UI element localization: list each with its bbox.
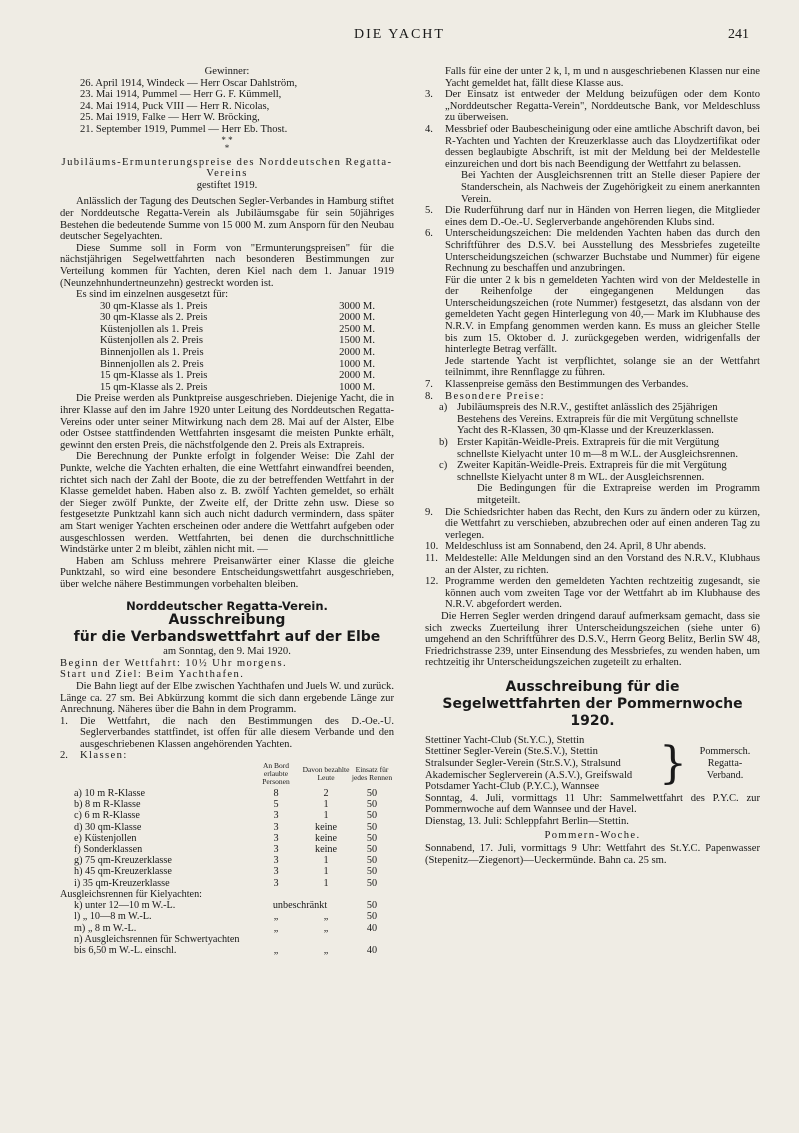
- rule-number: 12.: [425, 576, 439, 588]
- prize-name: Binnenjollen als 2. Preis: [100, 358, 204, 370]
- prize-row: [60, 312, 394, 324]
- rule-text: Die Ruderführung darf nur in Händen von Herren liegen, die Mitglieder eines dem D.-Oe.-U. Seglerverbande angehörenden Klubs sind.: [445, 205, 760, 228]
- class-name: a) 10 m R-Klasse: [74, 788, 146, 800]
- course-description: Die Bahn liegt auf der Elbe zwischen Yachthafen und Juels W. und zurück. Länge ca. 27 sm. Bei Abkürzung kommt die sich dann ergebende Länge zur Anrechnung. Näheres über die Bahn in dem Programm.: [60, 680, 394, 716]
- closing-paragraph: Die Herren Segler werden dringend darauf aufmerksam gemacht, dass sie sich zwecks Zuerteilung ihrer Unterscheidungszeichen (siehe unter 6) umgehend an den Schriftführer des D.S.V., Herrn Georg Belitz, Berlin SW 48, Friedrichstrasse 239, unter Einsendung des Messbriefes, zu wenden haben, um rechtzeitig ihr Unterscheidungszeichen zugeteilt zu erhalten.: [425, 610, 760, 669]
- cell-paid: keine: [314, 832, 338, 844]
- cell-paid: 1: [323, 810, 329, 822]
- cell-persons: „: [273, 922, 279, 934]
- handicap-title: Ausgleichsrennen für Kielyachten:: [60, 888, 203, 900]
- class-name: i) 35 qm-Kreuzerklasse: [74, 877, 170, 889]
- cell-persons: 3: [273, 810, 279, 822]
- pommern-week-title: Pommern-Woche.: [544, 829, 641, 841]
- brace-glyph: }: [659, 737, 687, 789]
- rule-text: Meldeschluss ist am Sonnabend, den 24. April, 8 Uhr abends.: [445, 541, 706, 553]
- jubilee-paragraph: Haben am Schluss mehrere Preisanwärter einer Klasse die gleiche Punktzahl, so wird eine besondere Entscheidungswettfahrt ausgeschrieben, über welche nähere Bestimmungen vorbehalten bleiben.: [60, 555, 394, 590]
- race-start-finish: Start und Ziel: Beim Yachthafen.: [60, 669, 245, 681]
- rule-item: [425, 541, 760, 553]
- prize-row: [60, 347, 394, 359]
- table-row: [60, 788, 394, 799]
- class-name: g) 75 qm-Kreuzerklasse: [74, 855, 172, 867]
- rule-text: Besondere Preise:: [445, 390, 545, 402]
- prize-row: [60, 370, 394, 382]
- table-row: [60, 855, 394, 866]
- class-name: f) Sonderklassen: [74, 844, 143, 856]
- left-column: [60, 66, 394, 956]
- winner-line: 25. Mai 1919, Falke — Herr W. Bröcking,: [80, 112, 260, 124]
- rule-text: Die Wettfahrt, die nach den Bestimmungen des D.-Oe.-U. Seglerverbandes stattfindet, ist offen für alle diesem Verbande und den ausgeschriebenen Klassen angehörenden Yachten.: [80, 715, 394, 750]
- cell-fee: 50: [366, 877, 378, 889]
- schedule-entry: Sonnabend, 17. Juli, vormittags 9 Uhr: Wettfahrt des St.Y.C. Papenwasser (Stepenitz—Ziegenort)—Ueckermünde. Bahn ca. 25 sm.: [425, 843, 760, 866]
- cell-persons: 3: [273, 855, 279, 867]
- cell-persons: 3: [273, 866, 279, 878]
- rule-number: 8.: [425, 390, 433, 402]
- rule-text: Jede startende Yacht ist verpflichtet, solange sie an der Wettfahrt teilnimmt, ihre Rennflagge zu führen.: [445, 355, 760, 379]
- prize-note: Die Bedingungen für die Extrapreise werden im Programm mitgeteilt.: [477, 483, 760, 506]
- pommern-subheading: Segelwettfahrten der Pommernwoche 1920.: [442, 695, 743, 729]
- rule-item: [425, 553, 760, 576]
- club-heading: Norddeutscher Regatta-Verein.: [126, 598, 328, 613]
- table-row: [60, 934, 394, 956]
- table-row: [60, 923, 394, 934]
- class-name: d) 30 qm-Klasse: [74, 821, 142, 833]
- table-row: [60, 878, 394, 889]
- prize-name: 15 qm-Klasse als 2. Preis: [100, 381, 208, 393]
- rule-number: 6.: [425, 228, 433, 240]
- rule-item: [425, 228, 760, 379]
- rule-item: 2. Klassen:: [60, 750, 394, 762]
- table-row: [60, 900, 394, 911]
- cell-persons: 5: [273, 799, 279, 811]
- cell-fee: 50: [366, 866, 378, 878]
- association-label: Pommersch. Regatta-Verband.: [699, 746, 751, 781]
- jubilee-subtitle: gestiftet 1919.: [196, 179, 258, 191]
- prize-value: 1000 M.: [339, 358, 375, 370]
- club-item: Stettiner Yacht-Club (St.Y.C.), Stettin: [425, 734, 585, 746]
- announcement-heading: Ausschreibung: [168, 612, 286, 629]
- cell-fee: 50: [366, 844, 378, 856]
- cell-fee: 50: [366, 855, 378, 867]
- jubilee-paragraph: Die Berechnung der Punkte erfolgt in folgender Weise: Die Zahl der Punkte, welche die Yachten erhalten, die eine Wettfahrt einwandfrei beenden, richtet sich nach der Zahl der Boote, die zu der betreffenden Wettfahrt in der Klasse gemeldet haben. Haben also z. B. zwölf Yachten gemeldet, so erhält der Sieger zwölf Punkte, der Zweite elf, der Dritte zehn usw. Diese so festgesetzte Punktzahl kann sich auch nicht dadurch vermindern, dass später am Start weniger Yachten erscheinen oder andere die Wettfahrt aufgeben oder ausgeschlossen werden. Wettfahrten, bei denen die durchschnittliche Windstärke unter 2 m bleibt, zählen nicht mit. —: [60, 451, 394, 556]
- prize-name: 15 qm-Klasse als 1. Preis: [100, 370, 208, 382]
- prize-row: [60, 359, 394, 371]
- cell-fee: 40: [366, 922, 378, 934]
- prize-letter: c): [439, 460, 448, 472]
- prize-text: Jubiläumspreis des N.R.V., gestiftet anlässlich des 25jährigen Bestehens des Vereins. Extrapreis für die mit Vergütung schnellste Yacht des R-Klassen, 30 qm-Klasse und der Kreuzerklassen.: [457, 402, 738, 437]
- table-header: An Bord erlaubte Personen: [262, 761, 290, 787]
- prize-letter: b): [439, 437, 448, 448]
- right-column: [425, 66, 760, 866]
- cell-paid: 2: [323, 788, 329, 800]
- rule-text: Für die unter 2 k bis n gemeldeten Yachten wird von der Meldestelle in der Reihenfolge der eingegangenen Meldungen das Unterscheidungszeichen (rote Nummer) festgesetzt, das alsdann von der gemeldeten Yacht gegen Hinterlegung von 40,— Mark im Klubhause des N.R.V. in Empfang genommen werden kann. Es muss an gleicher Stelle bis zum 15. Oktober d. J. zurückgegeben werden, widrigenfalls der hinterlegte Betrag verfällt.: [445, 274, 760, 356]
- cell-paid: keine: [314, 821, 338, 833]
- rule-text: Programme werden den gemeldeten Yachten rechtzeitig zugesandt, sie können auch vom zweiten Tage vor der Wettfahrt ab im Klubhause des N.R.V. abgefordert werden.: [445, 576, 760, 611]
- table-row: [60, 866, 394, 877]
- table-row: [60, 833, 394, 844]
- rule-text: Klassen:: [80, 750, 128, 762]
- cell-fee: 50: [366, 911, 378, 923]
- prize-text: Zweiter Kapitän-Weidle-Preis. Extrapreis für die mit Vergütung schnellste Kielyacht unter 8 m WL. der Ausgleichsrennen.: [457, 460, 727, 483]
- winner-line: 24. Mai 1914, Puck VIII — Herr R. Nicolas,: [80, 100, 270, 112]
- table-header: Einsatz für jedes Rennen: [351, 765, 393, 783]
- prize-value: 1000 M.: [339, 381, 375, 393]
- schedule-entry: Dienstag, 13. Juli: Schleppfahrt Berlin—Stettin.: [425, 816, 629, 828]
- prize-value: 1500 M.: [339, 335, 375, 347]
- rule-text: Unterscheidungszeichen: Die meldenden Yachten haben das durch den Schriftführer des D.S.V. bei Ausstellung des Messbriefes zugeteilte Unterscheidungszeichen (schwarzer Buchstabe und Nummer) für eigene Rechnung zu beschaffen und anzubringen.: [445, 228, 760, 275]
- class-name: e) Küstenjollen: [74, 832, 137, 844]
- rule-item: 1. Die Wettfahrt, die nach den Bestimmungen des D.-Oe.-U. Seglerverbandes stattfindet, ist offen für alle diesem Verbande und den ausgeschriebenen Klassen angehörenden Yachten.: [60, 715, 394, 750]
- cell-fee: 50: [366, 900, 378, 912]
- cell-paid: 1: [323, 877, 329, 889]
- prize-row: [60, 382, 394, 394]
- winner-line: 21. September 1919, Pummel — Herr Eb. Thost.: [80, 123, 288, 135]
- continued-text: Falls für eine der unter 2 k, l, m und n ausgeschriebenen Klassen nur eine Yacht gemeldet hat, fällt diese Klasse aus.: [445, 66, 760, 89]
- table-row: [60, 810, 394, 821]
- cell-paid: „: [323, 911, 329, 923]
- pommern-heading: Ausschreibung für die: [505, 678, 680, 695]
- cell-persons: unbeschränkt: [272, 900, 328, 912]
- jubilee-title: Jubiläums-Ermunterungspreise des Norddeutschen Regatta-Vereins: [61, 156, 393, 180]
- rule-text: Bei Yachten der Ausgleichsrennen tritt an Stelle dieser Papiere der Standerschein, als Nachweis der Zugehörigkeit zu einem anerkannten Verein.: [461, 170, 760, 205]
- cell-persons: „: [273, 911, 279, 923]
- prize-row: [60, 324, 394, 336]
- section-stars: * * *: [221, 134, 233, 153]
- rule-item: [425, 576, 760, 611]
- cell-persons: 3: [273, 844, 279, 856]
- cell-paid: 1: [323, 855, 329, 867]
- rule-text: Messbrief oder Baubescheinigung oder eine amtliche Abschrift davon, bei R-Yachten und Yachten der Kreuzerklasse auch das Lloydzertifikat oder dessen beglaubigte Abschrift, ist mit der Meldung bei der Meldestelle einzureichen und dort bis nach Beendigung der Wettfahrt zu belassen.: [445, 123, 760, 170]
- table-header-row: [60, 762, 394, 788]
- rule-number: 11.: [425, 552, 438, 564]
- cell-fee: 50: [366, 788, 378, 800]
- cell-persons: 3: [273, 877, 279, 889]
- rule-item: [425, 391, 760, 403]
- rule-text: Die Schiedsrichter haben das Recht, den Kurs zu ändern oder zu kürzen, die Wettfahrt zu verschieben, abzubrechen oder auf einen anderen Tag zu verlegen.: [445, 506, 760, 541]
- table-row: [60, 822, 394, 833]
- prize-row: [60, 335, 394, 347]
- prize-name: Küstenjollen als 1. Preis: [100, 323, 203, 335]
- cell-paid: „: [323, 922, 329, 934]
- jubilee-paragraph: Anlässlich der Tagung des Deutschen Segler-Verbandes in Hamburg stiftet der Norddeutsche Regatta-Verein als Jubiläumsgabe für sein 50jähriges Bestehen die bedeutende Summe von 15 000 M. zum Ansporn für den Neubau deutscher Segelyachten.: [60, 196, 394, 243]
- prize-value: 2000 M.: [339, 347, 375, 359]
- prize-intro: Es sind im einzelnen ausgesetzt für:: [76, 289, 229, 301]
- winner-line: 26. April 1914, Windeck — Herr Oscar Dahlström,: [80, 77, 298, 89]
- cell-fee: 40: [366, 944, 378, 956]
- prize-name: Binnenjollen als 1. Preis: [100, 347, 204, 359]
- rule-item: [425, 379, 760, 391]
- club-item: Stettiner Segler-Verein (Ste.S.V.), Stettin: [425, 746, 598, 758]
- schedule-entry: Sonntag, 4. Juli, vormittags 11 Uhr: Sammelwettfahrt des P.Y.C. zur Pommernwoche auf dem Wannsee und der Havel.: [425, 792, 760, 816]
- cell-paid: 1: [323, 799, 329, 811]
- cell-persons: 3: [273, 821, 279, 833]
- journal-title: DIE YACHT: [354, 27, 445, 42]
- prize-value: 3000 M.: [339, 300, 375, 312]
- club-item: Stralsunder Segler-Verein (Str.S.V.), Stralsund: [425, 758, 621, 770]
- rule-text: Der Einsatz ist entweder der Meldung beizufügen oder dem Konto „Norddeutscher Regatta-Verein", Norddeutsche Bank, vor Meldeschluss zu überweisen.: [445, 89, 760, 124]
- prize-name: 30 qm-Klasse als 2. Preis: [100, 312, 208, 324]
- prize-name: 30 qm-Klasse als 1. Preis: [100, 300, 208, 312]
- cell-paid: „: [323, 944, 329, 956]
- prize-value: 2000 M.: [339, 312, 375, 324]
- table-row: [60, 799, 394, 810]
- prize-item: [425, 460, 760, 483]
- prize-value: 2000 M.: [339, 370, 375, 382]
- class-name: b) 8 m R-Klasse: [74, 799, 141, 811]
- rule-number: 3.: [425, 89, 433, 101]
- table-row: [60, 844, 394, 855]
- class-name: h) 45 qm-Kreuzerklasse: [74, 866, 172, 878]
- club-list: [425, 735, 760, 793]
- winners-title: Gewinner:: [204, 66, 250, 77]
- jubilee-paragraph: Die Preise werden als Punktpreise ausgeschrieben. Diejenige Yacht, die in ihrer Klasse auf den im Jahre 1920 unter Leitung des Norddeutschen Regatta-Vereins oder unter seiner Mitwirkung nach dem 28. Mai auf der Alster, Elbe oder Ostsee stattfindenden Wettfahrten insgesamt die meisten Punkte erhält, gewinnt den ersten Preis, die nächstfolgende den 2. Preis als Extrapreis.: [60, 393, 394, 451]
- rule-number: 5.: [425, 205, 433, 217]
- prize-text: Erster Kapitän-Weidle-Preis. Extrapreis für die mit Vergütung schnellste Kielyacht unter 10 m—8 m W.L. der Ausgleichsrennen.: [457, 437, 738, 460]
- rule-item: [425, 124, 760, 205]
- race-start-time: Beginn der Wettfahrt: 10½ Uhr morgens.: [60, 657, 288, 669]
- prize-item: [425, 437, 760, 460]
- race-date: am Sonntag, den 9. Mai 1920.: [163, 646, 291, 658]
- winner-line: 23. Mai 1914, Pummel — Herr G. F. Kümmell,: [80, 89, 282, 101]
- rule-text: Meldestelle: Alle Meldungen sind an den Vorstand des N.R.V., Klubhaus an der Alster, zu richten.: [445, 552, 760, 576]
- classes-table: [60, 762, 394, 956]
- prize-letter: a): [439, 402, 448, 414]
- club-item: Akademischer Seglerverein (A.S.V.), Greifswald: [425, 769, 633, 781]
- prize-item: [425, 402, 760, 437]
- rule-number: 7.: [425, 379, 433, 391]
- cell-persons: 8: [273, 788, 279, 800]
- cell-paid: 1: [323, 866, 329, 878]
- table-header: Davon bezahlte Leute: [302, 765, 350, 783]
- prize-name: Küstenjollen als 2. Preis: [100, 335, 203, 347]
- rule-text: Klassenpreise gemäss den Bestimmungen des Verbandes.: [445, 379, 689, 391]
- cell-paid: keine: [314, 844, 338, 856]
- announcement-subheading: für die Verbandswettfahrt auf der Elbe: [73, 629, 381, 646]
- club-item: Potsdamer Yacht-Club (P.Y.C.), Wannsee: [425, 781, 600, 793]
- cell-fee: 50: [366, 821, 378, 833]
- class-name: k) unter 12—10 m W.-L.: [74, 900, 176, 912]
- class-name: m) „ 8 m W.-L.: [74, 922, 137, 934]
- table-section-row: [60, 889, 394, 900]
- class-name: l) „ 10—8 m W.-L.: [74, 911, 152, 923]
- class-name: n) Ausgleichsrennen für Schwertyachten bis 6,50 m W.-L. einschl.: [74, 933, 240, 956]
- prize-value: 2500 M.: [339, 323, 375, 335]
- class-name: c) 6 m R-Klasse: [74, 810, 140, 822]
- cell-fee: 50: [366, 810, 378, 822]
- prize-row: [60, 301, 394, 313]
- rule-number: 4.: [425, 123, 433, 135]
- page-number: 241: [728, 27, 749, 42]
- cell-fee: 50: [366, 799, 378, 811]
- cell-persons: 3: [273, 832, 279, 844]
- prize-list: [60, 301, 394, 394]
- rule-number: 9.: [425, 506, 433, 518]
- cell-fee: 50: [366, 832, 378, 844]
- rule-number: 10.: [425, 541, 439, 553]
- cell-persons: „: [273, 944, 279, 956]
- winners-list: [60, 78, 394, 136]
- rule-item: [425, 507, 760, 542]
- rule-item: [425, 205, 760, 228]
- rule-item: [425, 89, 760, 124]
- table-row: [60, 911, 394, 922]
- jubilee-paragraph: Diese Summe soll in Form von "Ermunterungspreisen" für die nächstjährigen Segelwettfahrten nach besonderen Bestimmungen zur Verteilung kommen für Yachten, deren Kiel nach dem 1. Januar 1919 (Neunzehnhundertneunzehn) gestreckt worden ist.: [60, 242, 394, 289]
